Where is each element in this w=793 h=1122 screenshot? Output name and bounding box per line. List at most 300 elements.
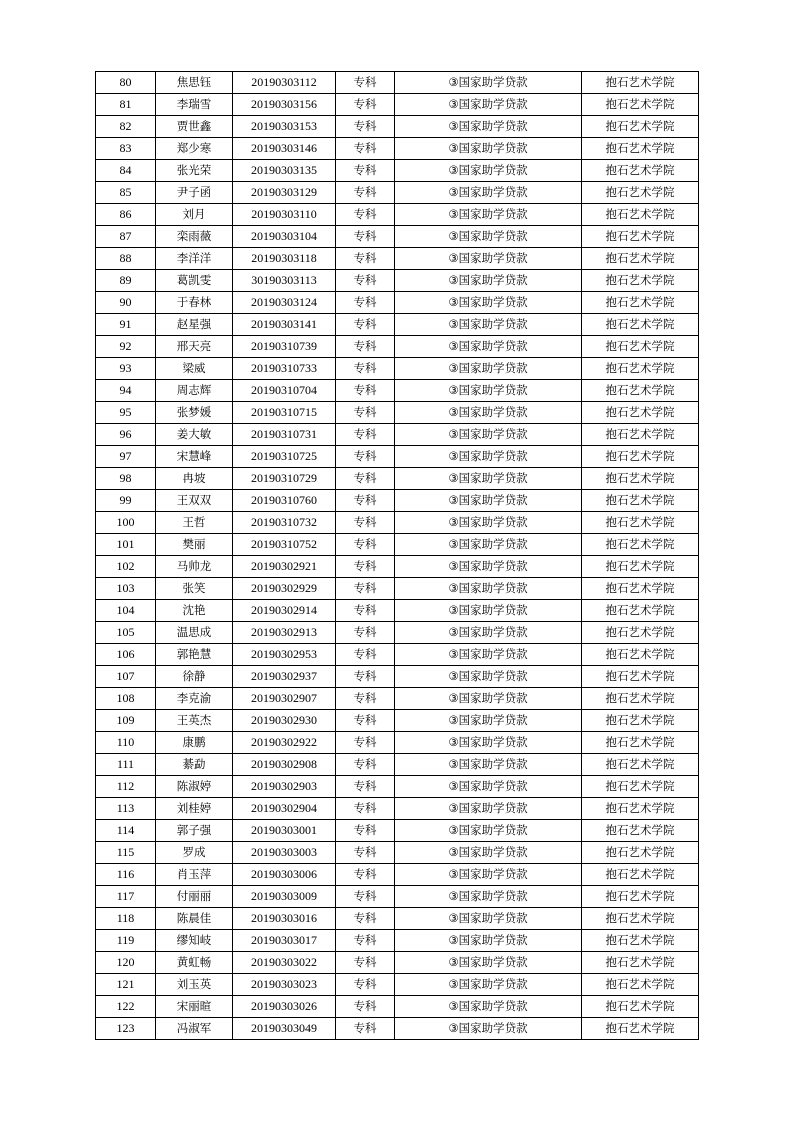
- education-level-cell: 专科: [336, 820, 395, 842]
- row-number-cell: 97: [96, 446, 156, 468]
- college-cell: 抱石艺术学院: [582, 116, 699, 138]
- aid-type-cell: ③国家助学贷款: [395, 248, 582, 270]
- aid-type-cell: ③国家助学贷款: [395, 292, 582, 314]
- education-level-cell: 专科: [336, 622, 395, 644]
- education-level-cell: 专科: [336, 94, 395, 116]
- college-cell: 抱石艺术学院: [582, 864, 699, 886]
- row-number-cell: 83: [96, 138, 156, 160]
- row-number-cell: 105: [96, 622, 156, 644]
- aid-type-cell: ③国家助学贷款: [395, 842, 582, 864]
- student-name-cell: 葛凯雯: [156, 270, 233, 292]
- row-number-cell: 117: [96, 886, 156, 908]
- college-cell: 抱石艺术学院: [582, 138, 699, 160]
- student-id-cell: 20190302904: [233, 798, 336, 820]
- student-name-cell: 陈淑婷: [156, 776, 233, 798]
- table-row: [96, 842, 699, 864]
- aid-type-cell: ③国家助学贷款: [395, 578, 582, 600]
- aid-type-cell: ③国家助学贷款: [395, 996, 582, 1018]
- education-level-cell: 专科: [336, 578, 395, 600]
- education-level-cell: 专科: [336, 666, 395, 688]
- student-id-cell: 20190302929: [233, 578, 336, 600]
- row-number-cell: 102: [96, 556, 156, 578]
- student-name-cell: 焦思钰: [156, 72, 233, 94]
- aid-type-cell: ③国家助学贷款: [395, 622, 582, 644]
- education-level-cell: 专科: [336, 446, 395, 468]
- education-level-cell: 专科: [336, 534, 395, 556]
- aid-type-cell: ③国家助学贷款: [395, 864, 582, 886]
- education-level-cell: 专科: [336, 292, 395, 314]
- student-name-cell: 付丽丽: [156, 886, 233, 908]
- student-id-cell: 20190303017: [233, 930, 336, 952]
- education-level-cell: 专科: [336, 776, 395, 798]
- college-cell: 抱石艺术学院: [582, 94, 699, 116]
- row-number-cell: 109: [96, 710, 156, 732]
- table-row: [96, 974, 699, 996]
- row-number-cell: 115: [96, 842, 156, 864]
- table-body: [96, 72, 699, 1040]
- row-number-cell: 98: [96, 468, 156, 490]
- table-row: [96, 688, 699, 710]
- education-level-cell: 专科: [336, 336, 395, 358]
- student-name-cell: 于春林: [156, 292, 233, 314]
- row-number-cell: 111: [96, 754, 156, 776]
- student-name-cell: 郭子强: [156, 820, 233, 842]
- college-cell: 抱石艺术学院: [582, 600, 699, 622]
- education-level-cell: 专科: [336, 160, 395, 182]
- education-level-cell: 专科: [336, 952, 395, 974]
- college-cell: 抱石艺术学院: [582, 930, 699, 952]
- college-cell: 抱石艺术学院: [582, 226, 699, 248]
- education-level-cell: 专科: [336, 996, 395, 1018]
- education-level-cell: 专科: [336, 600, 395, 622]
- student-name-cell: 郭艳慧: [156, 644, 233, 666]
- aid-type-cell: ③国家助学贷款: [395, 732, 582, 754]
- student-id-cell: 20190303001: [233, 820, 336, 842]
- student-name-cell: 宋慧峰: [156, 446, 233, 468]
- aid-type-cell: ③国家助学贷款: [395, 754, 582, 776]
- row-number-cell: 106: [96, 644, 156, 666]
- education-level-cell: 专科: [336, 402, 395, 424]
- education-level-cell: 专科: [336, 226, 395, 248]
- college-cell: 抱石艺术学院: [582, 776, 699, 798]
- student-id-cell: 20190302903: [233, 776, 336, 798]
- table-row: [96, 204, 699, 226]
- row-number-cell: 107: [96, 666, 156, 688]
- student-name-cell: 樊丽: [156, 534, 233, 556]
- table-row: [96, 578, 699, 600]
- aid-type-cell: ③国家助学贷款: [395, 710, 582, 732]
- college-cell: 抱石艺术学院: [582, 666, 699, 688]
- college-cell: 抱石艺术学院: [582, 512, 699, 534]
- row-number-cell: 81: [96, 94, 156, 116]
- student-name-cell: 沈艳: [156, 600, 233, 622]
- row-number-cell: 104: [96, 600, 156, 622]
- aid-type-cell: ③国家助学贷款: [395, 776, 582, 798]
- student-name-cell: 马帅龙: [156, 556, 233, 578]
- college-cell: 抱石艺术学院: [582, 358, 699, 380]
- student-id-cell: 20190310732: [233, 512, 336, 534]
- student-name-cell: 栾雨薇: [156, 226, 233, 248]
- college-cell: 抱石艺术学院: [582, 798, 699, 820]
- college-cell: 抱石艺术学院: [582, 732, 699, 754]
- college-cell: 抱石艺术学院: [582, 336, 699, 358]
- student-id-cell: 30190303113: [233, 270, 336, 292]
- college-cell: 抱石艺术学院: [582, 710, 699, 732]
- student-id-cell: 20190302907: [233, 688, 336, 710]
- aid-type-cell: ③国家助学贷款: [395, 688, 582, 710]
- student-name-cell: 张光荣: [156, 160, 233, 182]
- aid-type-cell: ③国家助学贷款: [395, 908, 582, 930]
- student-name-cell: 缪知岐: [156, 930, 233, 952]
- row-number-cell: 119: [96, 930, 156, 952]
- aid-type-cell: ③国家助学贷款: [395, 160, 582, 182]
- college-cell: 抱石艺术学院: [582, 380, 699, 402]
- college-cell: 抱石艺术学院: [582, 1018, 699, 1040]
- education-level-cell: 专科: [336, 358, 395, 380]
- table-row: [96, 358, 699, 380]
- education-level-cell: 专科: [336, 886, 395, 908]
- row-number-cell: 92: [96, 336, 156, 358]
- row-number-cell: 99: [96, 490, 156, 512]
- education-level-cell: 专科: [336, 380, 395, 402]
- table-row: [96, 622, 699, 644]
- row-number-cell: 121: [96, 974, 156, 996]
- education-level-cell: 专科: [336, 644, 395, 666]
- table-row: [96, 138, 699, 160]
- college-cell: 抱石艺术学院: [582, 688, 699, 710]
- row-number-cell: 86: [96, 204, 156, 226]
- student-name-cell: 康鹏: [156, 732, 233, 754]
- row-number-cell: 87: [96, 226, 156, 248]
- education-level-cell: 专科: [336, 864, 395, 886]
- row-number-cell: 89: [96, 270, 156, 292]
- table-row: [96, 600, 699, 622]
- student-name-cell: 温思成: [156, 622, 233, 644]
- table-row: [96, 798, 699, 820]
- row-number-cell: 85: [96, 182, 156, 204]
- college-cell: 抱石艺术学院: [582, 578, 699, 600]
- student-name-cell: 冯淑军: [156, 1018, 233, 1040]
- aid-type-cell: ③国家助学贷款: [395, 886, 582, 908]
- table-row: [96, 732, 699, 754]
- student-name-cell: 黄虹畅: [156, 952, 233, 974]
- student-name-cell: 綦勐: [156, 754, 233, 776]
- row-number-cell: 90: [96, 292, 156, 314]
- student-id-cell: 20190302921: [233, 556, 336, 578]
- student-name-cell: 姜大敏: [156, 424, 233, 446]
- aid-type-cell: ③国家助学贷款: [395, 424, 582, 446]
- student-id-cell: 20190303023: [233, 974, 336, 996]
- row-number-cell: 108: [96, 688, 156, 710]
- student-id-cell: 20190310715: [233, 402, 336, 424]
- education-level-cell: 专科: [336, 314, 395, 336]
- student-id-cell: 20190303156: [233, 94, 336, 116]
- education-level-cell: 专科: [336, 72, 395, 94]
- row-number-cell: 82: [96, 116, 156, 138]
- row-number-cell: 88: [96, 248, 156, 270]
- table-row: [96, 314, 699, 336]
- student-id-cell: 20190303049: [233, 1018, 336, 1040]
- student-name-cell: 尹子函: [156, 182, 233, 204]
- student-id-cell: 20190302937: [233, 666, 336, 688]
- college-cell: 抱石艺术学院: [582, 556, 699, 578]
- row-number-cell: 101: [96, 534, 156, 556]
- college-cell: 抱石艺术学院: [582, 270, 699, 292]
- student-id-cell: 20190310704: [233, 380, 336, 402]
- table-row: [96, 402, 699, 424]
- aid-type-cell: ③国家助学贷款: [395, 380, 582, 402]
- row-number-cell: 116: [96, 864, 156, 886]
- student-id-cell: 20190302913: [233, 622, 336, 644]
- college-cell: 抱石艺术学院: [582, 886, 699, 908]
- row-number-cell: 95: [96, 402, 156, 424]
- table-row: [96, 644, 699, 666]
- table-row: [96, 820, 699, 842]
- aid-type-cell: ③国家助学贷款: [395, 72, 582, 94]
- table-row: [96, 1018, 699, 1040]
- row-number-cell: 120: [96, 952, 156, 974]
- college-cell: 抱石艺术学院: [582, 468, 699, 490]
- college-cell: 抱石艺术学院: [582, 974, 699, 996]
- education-level-cell: 专科: [336, 798, 395, 820]
- aid-type-cell: ③国家助学贷款: [395, 490, 582, 512]
- student-id-cell: 20190303146: [233, 138, 336, 160]
- table-row: [96, 710, 699, 732]
- student-id-cell: 20190303141: [233, 314, 336, 336]
- college-cell: 抱石艺术学院: [582, 402, 699, 424]
- education-level-cell: 专科: [336, 556, 395, 578]
- aid-type-cell: ③国家助学贷款: [395, 974, 582, 996]
- table-row: [96, 556, 699, 578]
- row-number-cell: 112: [96, 776, 156, 798]
- row-number-cell: 80: [96, 72, 156, 94]
- college-cell: 抱石艺术学院: [582, 534, 699, 556]
- table-row: [96, 512, 699, 534]
- student-name-cell: 王英杰: [156, 710, 233, 732]
- aid-type-cell: ③国家助学贷款: [395, 534, 582, 556]
- aid-type-cell: ③国家助学贷款: [395, 512, 582, 534]
- aid-type-cell: ③国家助学贷款: [395, 182, 582, 204]
- student-name-cell: 周志辉: [156, 380, 233, 402]
- aid-type-cell: ③国家助学贷款: [395, 314, 582, 336]
- student-id-cell: 20190302922: [233, 732, 336, 754]
- aid-type-cell: ③国家助学贷款: [395, 270, 582, 292]
- table-row: [96, 666, 699, 688]
- student-id-cell: 20190302908: [233, 754, 336, 776]
- student-name-cell: 贾世鑫: [156, 116, 233, 138]
- education-level-cell: 专科: [336, 1018, 395, 1040]
- student-aid-table: [95, 71, 699, 1040]
- student-id-cell: 20190303006: [233, 864, 336, 886]
- student-name-cell: 郑少寒: [156, 138, 233, 160]
- education-level-cell: 专科: [336, 974, 395, 996]
- student-name-cell: 梁威: [156, 358, 233, 380]
- table-row: [96, 864, 699, 886]
- student-name-cell: 李克渝: [156, 688, 233, 710]
- college-cell: 抱石艺术学院: [582, 622, 699, 644]
- aid-type-cell: ③国家助学贷款: [395, 952, 582, 974]
- student-id-cell: 20190303118: [233, 248, 336, 270]
- college-cell: 抱石艺术学院: [582, 292, 699, 314]
- table-row: [96, 490, 699, 512]
- student-name-cell: 冉坡: [156, 468, 233, 490]
- student-id-cell: 20190303009: [233, 886, 336, 908]
- student-name-cell: 李洋洋: [156, 248, 233, 270]
- student-name-cell: 张笑: [156, 578, 233, 600]
- education-level-cell: 专科: [336, 204, 395, 226]
- row-number-cell: 84: [96, 160, 156, 182]
- table-row: [96, 270, 699, 292]
- college-cell: 抱石艺术学院: [582, 644, 699, 666]
- table-row: [96, 226, 699, 248]
- student-id-cell: 20190303026: [233, 996, 336, 1018]
- student-id-cell: 20190310729: [233, 468, 336, 490]
- aid-type-cell: ③国家助学贷款: [395, 358, 582, 380]
- education-level-cell: 专科: [336, 116, 395, 138]
- aid-type-cell: ③国家助学贷款: [395, 138, 582, 160]
- student-id-cell: 20190310760: [233, 490, 336, 512]
- education-level-cell: 专科: [336, 182, 395, 204]
- table-row: [96, 776, 699, 798]
- table-row: [96, 886, 699, 908]
- student-name-cell: 肖玉萍: [156, 864, 233, 886]
- student-id-cell: 20190302930: [233, 710, 336, 732]
- table-row: [96, 336, 699, 358]
- table-row: [96, 248, 699, 270]
- row-number-cell: 91: [96, 314, 156, 336]
- aid-type-cell: ③国家助学贷款: [395, 644, 582, 666]
- aid-type-cell: ③国家助学贷款: [395, 336, 582, 358]
- student-name-cell: 罗成: [156, 842, 233, 864]
- student-name-cell: 徐静: [156, 666, 233, 688]
- row-number-cell: 94: [96, 380, 156, 402]
- table-row: [96, 424, 699, 446]
- student-name-cell: 宋丽暄: [156, 996, 233, 1018]
- row-number-cell: 96: [96, 424, 156, 446]
- student-id-cell: 20190303153: [233, 116, 336, 138]
- row-number-cell: 114: [96, 820, 156, 842]
- student-name-cell: 刘玉英: [156, 974, 233, 996]
- table-row: [96, 996, 699, 1018]
- college-cell: 抱石艺术学院: [582, 446, 699, 468]
- table-row: [96, 754, 699, 776]
- aid-type-cell: ③国家助学贷款: [395, 402, 582, 424]
- aid-type-cell: ③国家助学贷款: [395, 226, 582, 248]
- table-row: [96, 182, 699, 204]
- row-number-cell: 118: [96, 908, 156, 930]
- college-cell: 抱石艺术学院: [582, 754, 699, 776]
- college-cell: 抱石艺术学院: [582, 952, 699, 974]
- education-level-cell: 专科: [336, 248, 395, 270]
- student-name-cell: 王双双: [156, 490, 233, 512]
- student-id-cell: 20190303104: [233, 226, 336, 248]
- education-level-cell: 专科: [336, 688, 395, 710]
- aid-type-cell: ③国家助学贷款: [395, 798, 582, 820]
- college-cell: 抱石艺术学院: [582, 490, 699, 512]
- student-id-cell: 20190302953: [233, 644, 336, 666]
- table-row: [96, 930, 699, 952]
- college-cell: 抱石艺术学院: [582, 314, 699, 336]
- education-level-cell: 专科: [336, 490, 395, 512]
- aid-type-cell: ③国家助学贷款: [395, 446, 582, 468]
- education-level-cell: 专科: [336, 930, 395, 952]
- student-id-cell: 20190302914: [233, 600, 336, 622]
- college-cell: 抱石艺术学院: [582, 908, 699, 930]
- aid-type-cell: ③国家助学贷款: [395, 204, 582, 226]
- aid-type-cell: ③国家助学贷款: [395, 116, 582, 138]
- student-id-cell: 20190310733: [233, 358, 336, 380]
- student-name-cell: 陈晨佳: [156, 908, 233, 930]
- row-number-cell: 113: [96, 798, 156, 820]
- student-name-cell: 邢天亮: [156, 336, 233, 358]
- table-row: [96, 908, 699, 930]
- table-row: [96, 446, 699, 468]
- table-row: [96, 952, 699, 974]
- student-id-cell: 20190310739: [233, 336, 336, 358]
- table-row: [96, 94, 699, 116]
- aid-type-cell: ③国家助学贷款: [395, 930, 582, 952]
- row-number-cell: 123: [96, 1018, 156, 1040]
- aid-type-cell: ③国家助学贷款: [395, 94, 582, 116]
- aid-type-cell: ③国家助学贷款: [395, 600, 582, 622]
- table-row: [96, 468, 699, 490]
- table-row: [96, 534, 699, 556]
- college-cell: 抱石艺术学院: [582, 160, 699, 182]
- college-cell: 抱石艺术学院: [582, 204, 699, 226]
- student-name-cell: 赵星强: [156, 314, 233, 336]
- row-number-cell: 93: [96, 358, 156, 380]
- row-number-cell: 100: [96, 512, 156, 534]
- education-level-cell: 专科: [336, 842, 395, 864]
- row-number-cell: 110: [96, 732, 156, 754]
- student-id-cell: 20190310725: [233, 446, 336, 468]
- education-level-cell: 专科: [336, 732, 395, 754]
- student-id-cell: 20190303129: [233, 182, 336, 204]
- student-id-cell: 20190303135: [233, 160, 336, 182]
- college-cell: 抱石艺术学院: [582, 248, 699, 270]
- student-id-cell: 20190303124: [233, 292, 336, 314]
- education-level-cell: 专科: [336, 754, 395, 776]
- aid-type-cell: ③国家助学贷款: [395, 666, 582, 688]
- student-id-cell: 20190310752: [233, 534, 336, 556]
- aid-type-cell: ③国家助学贷款: [395, 1018, 582, 1040]
- aid-type-cell: ③国家助学贷款: [395, 556, 582, 578]
- row-number-cell: 103: [96, 578, 156, 600]
- aid-type-cell: ③国家助学贷款: [395, 468, 582, 490]
- education-level-cell: 专科: [336, 424, 395, 446]
- student-name-cell: 王哲: [156, 512, 233, 534]
- student-name-cell: 李瑞雪: [156, 94, 233, 116]
- college-cell: 抱石艺术学院: [582, 72, 699, 94]
- student-name-cell: 刘桂婷: [156, 798, 233, 820]
- education-level-cell: 专科: [336, 270, 395, 292]
- education-level-cell: 专科: [336, 710, 395, 732]
- student-id-cell: 20190303003: [233, 842, 336, 864]
- student-name-cell: 张梦媛: [156, 402, 233, 424]
- college-cell: 抱石艺术学院: [582, 424, 699, 446]
- college-cell: 抱石艺术学院: [582, 820, 699, 842]
- education-level-cell: 专科: [336, 512, 395, 534]
- college-cell: 抱石艺术学院: [582, 182, 699, 204]
- table-row: [96, 380, 699, 402]
- student-id-cell: 20190303112: [233, 72, 336, 94]
- student-id-cell: 20190303022: [233, 952, 336, 974]
- table-row: [96, 116, 699, 138]
- table-row: [96, 160, 699, 182]
- college-cell: 抱石艺术学院: [582, 996, 699, 1018]
- college-cell: 抱石艺术学院: [582, 842, 699, 864]
- student-id-cell: 20190303016: [233, 908, 336, 930]
